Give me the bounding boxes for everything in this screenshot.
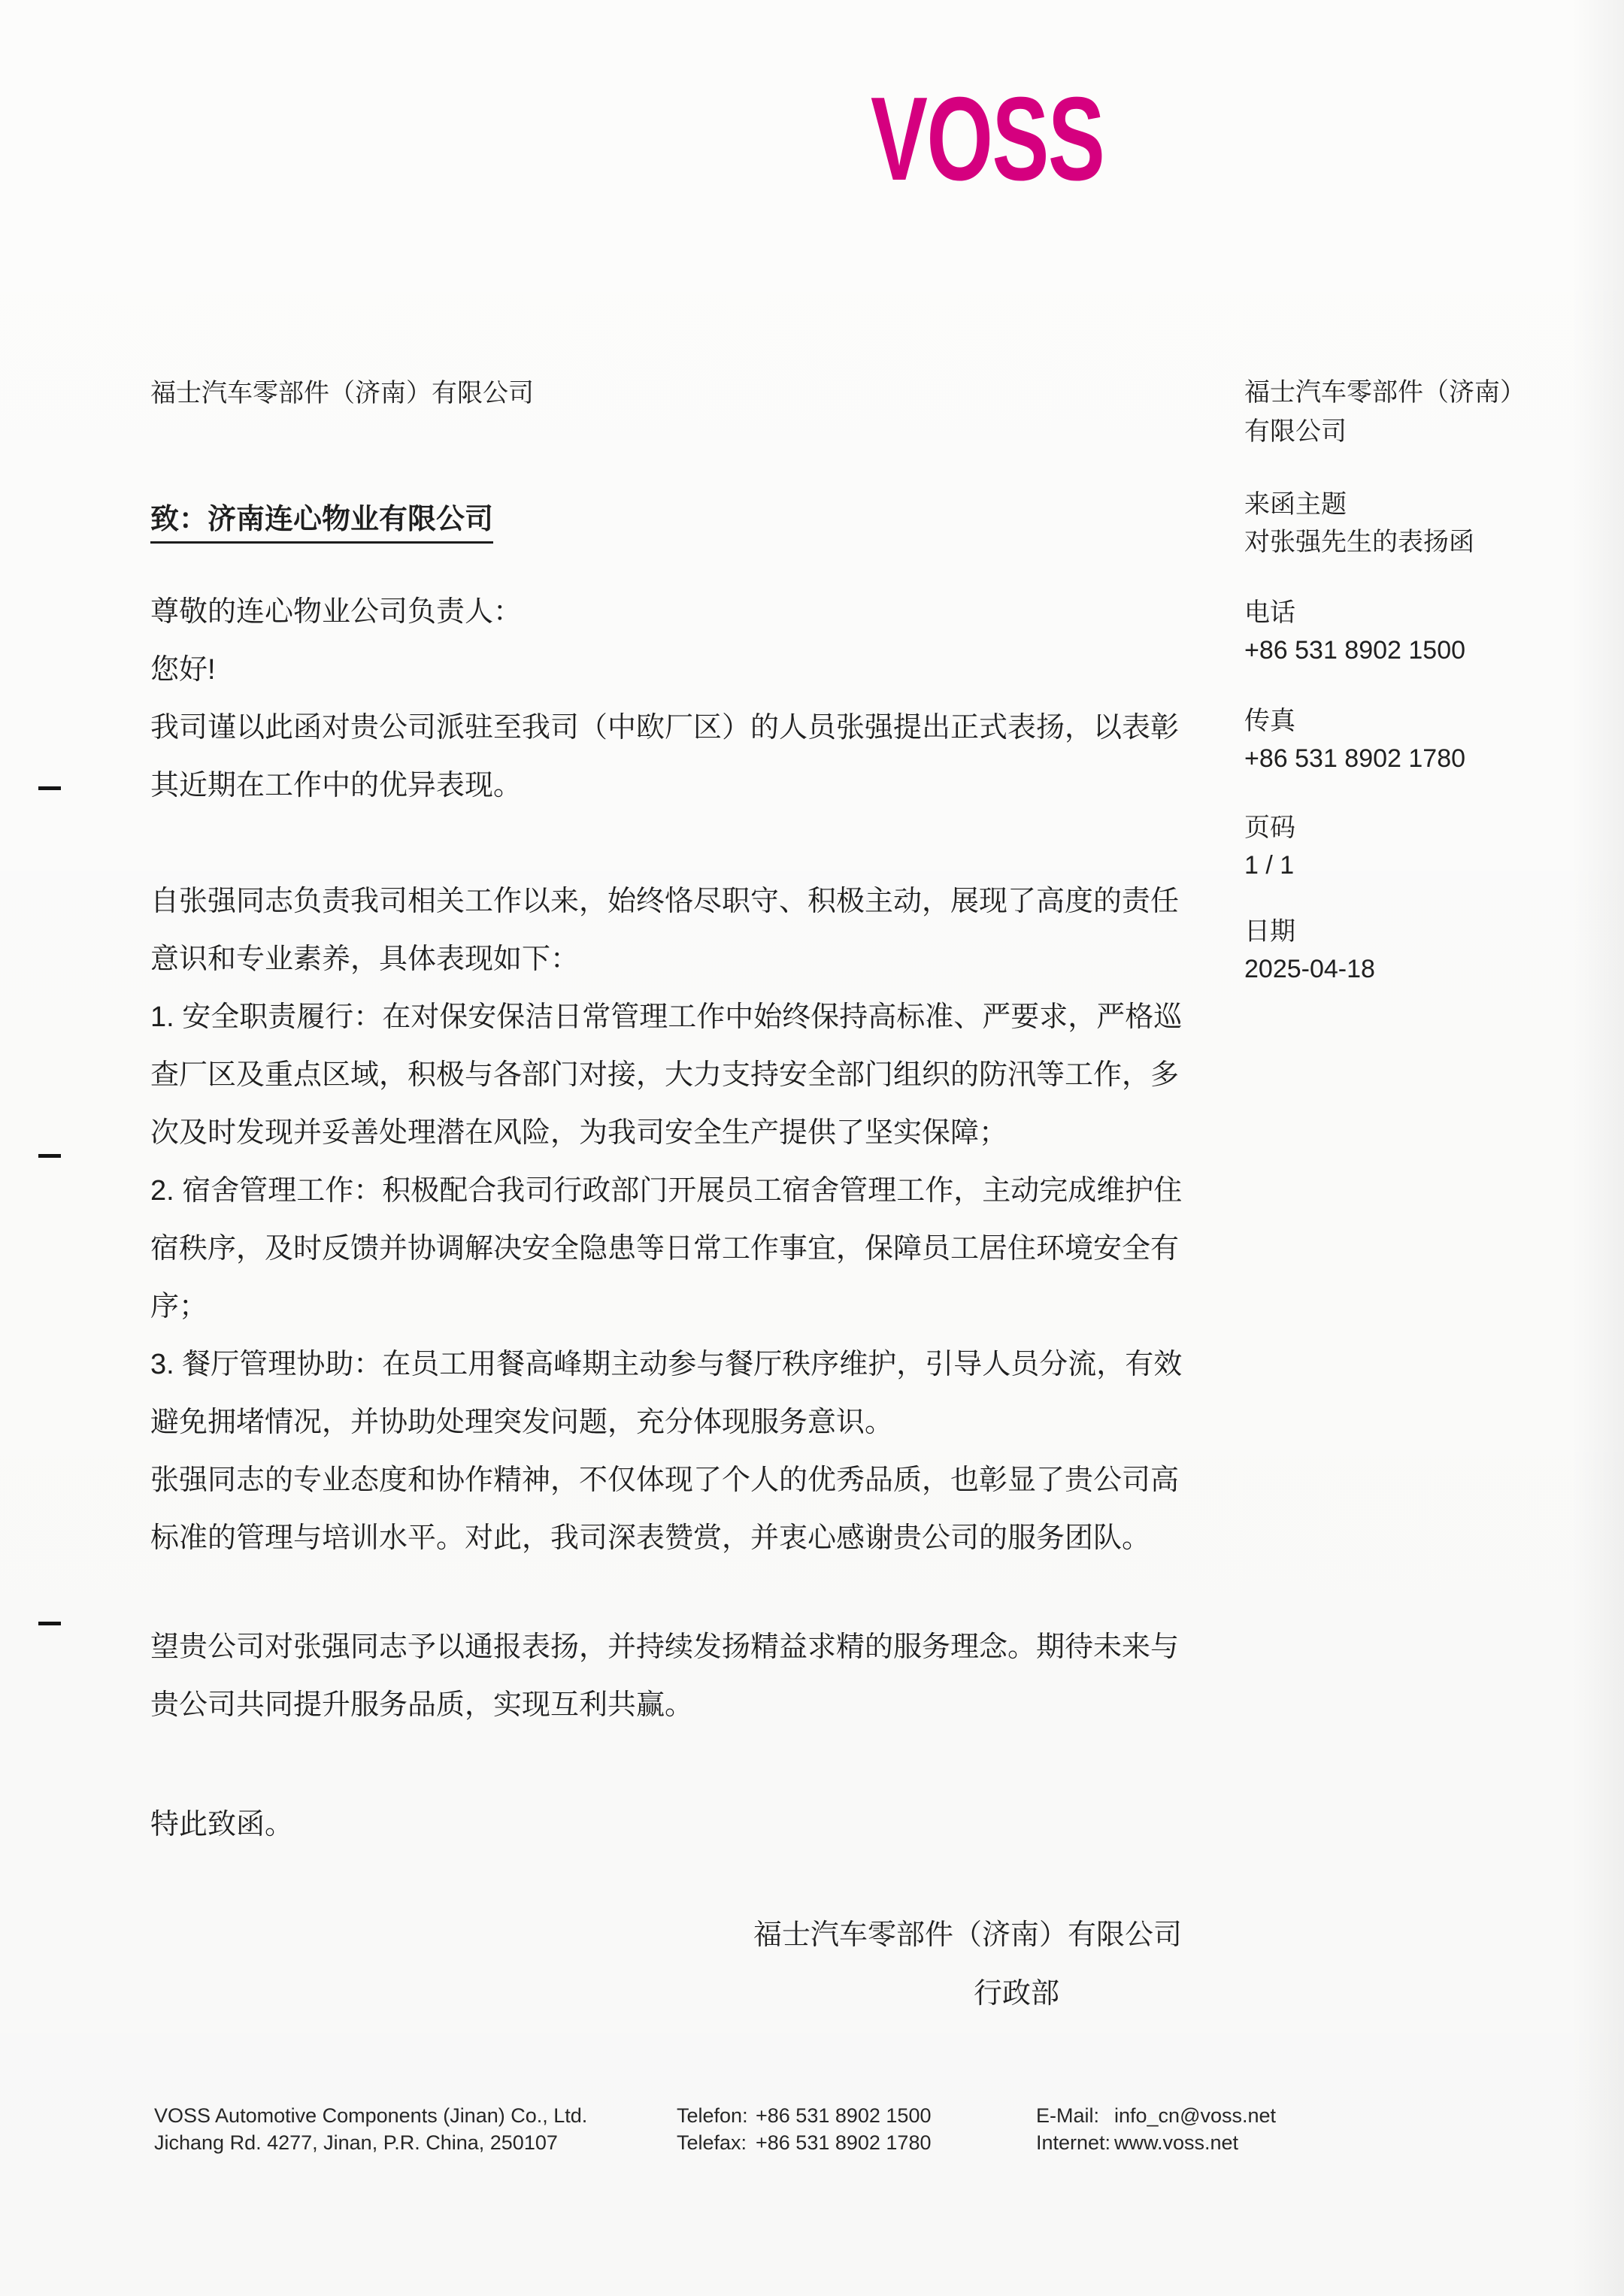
body-line: 避免拥堵情况，并协助处理突发问题，充分体现服务意识。 [150, 1407, 894, 1438]
body-line: 2. 宿舍管理工作：积极配合我司行政部门开展员工宿舍管理工作，主动完成维护住 [150, 1175, 1183, 1207]
info-label-page: 页码 [1244, 813, 1295, 842]
footer-email-row [1036, 2102, 1276, 2129]
body-line: 望贵公司对张强同志予以通报表扬，并持续发扬精益求精的服务理念。期待未来与 [150, 1631, 1180, 1663]
info-value-date: 2025-04-18 [1244, 955, 1375, 983]
footer-internet-label: Internet: [1036, 2131, 1111, 2154]
footer-online-block [1036, 2102, 1276, 2156]
letter-body [150, 491, 1182, 1854]
body-line: 1. 安全职责履行：在对保安保洁日常管理工作中始终保持高标准、严要求，严格巡 [150, 1001, 1183, 1033]
body-line: 其近期在工作中的优异表现。 [150, 770, 523, 801]
info-label-date: 日期 [1244, 917, 1295, 946]
info-label-fax: 传真 [1244, 707, 1295, 735]
footer-telefax-value: +86 531 8902 1780 [756, 2131, 932, 2154]
sender-company-line: 福士汽车零部件（济南）有限公司 [150, 379, 534, 407]
body-line: 张强同志的专业态度和协作精神，不仅体现了个人的优秀品质，也彰显了贵公司高 [150, 1465, 1180, 1496]
body-line: 宿秩序，及时反馈并协调解决安全隐患等日常工作事宜，保障员工居住环境安全有 [150, 1233, 1180, 1265]
body-line: 查厂区及重点区域，积极与各部门对接，大力支持安全部门组织的防汛等工作，多 [150, 1059, 1180, 1091]
info-value-subject: 对张强先生的表扬函 [1244, 528, 1474, 556]
footer-telefon-row [677, 2102, 931, 2129]
footer-telefon-label: Telefon: [677, 2104, 748, 2127]
footer-address-block [154, 2102, 587, 2156]
fold-mark [38, 1154, 61, 1158]
footer-telefax-row [677, 2129, 931, 2156]
info-company-name: 福士汽车零部件（济南）有限公司 [1244, 378, 1526, 446]
closing-line: 特此致函。 [150, 1809, 294, 1840]
body-line: 序； [150, 1291, 208, 1322]
info-group-fax [1244, 702, 1539, 777]
footer-company-name: VOSS Automotive Components (Jinan) Co., Ltd. [154, 2104, 588, 2127]
info-group-date [1244, 913, 1539, 988]
signature-department: 行政部 [974, 1978, 1060, 2010]
info-group-phone [1244, 594, 1539, 669]
info-label-phone: 电话 [1244, 598, 1295, 627]
fold-mark [38, 786, 61, 790]
fold-mark [38, 1622, 61, 1625]
body-line: 标准的管理与培训水平。对此，我司深表赞赏，并衷心感谢贵公司的服务团队。 [150, 1522, 1151, 1554]
body-line: 我司谨以此函对贵公司派驻至我司（中欧厂区）的人员张强提出正式表扬，以表彰 [150, 712, 1180, 744]
footer-address: Jichang Rd. 4277, Jinan, P.R. China, 250107 [154, 2131, 558, 2154]
letter-info-panel [1244, 373, 1539, 988]
info-group-page [1244, 809, 1539, 884]
body-line: 您好! [150, 654, 216, 686]
voss-logo: VOSS [871, 73, 1104, 205]
footer-internet-value: www.voss.net [1114, 2131, 1239, 2154]
body-line: 贵公司共同提升服务品质，实现互利共赢。 [150, 1689, 694, 1721]
footer-internet-row [1036, 2129, 1276, 2156]
info-value-phone: +86 531 8902 1500 [1244, 636, 1466, 665]
body-line: 尊敬的连心物业公司负责人： [150, 596, 523, 628]
info-group-subject [1244, 486, 1539, 561]
body-line: 次及时发现并妥善处理潜在风险，为我司安全生产提供了坚实保障； [150, 1117, 1008, 1149]
footer-email-label: E-Mail: [1036, 2104, 1100, 2127]
body-line: 意识和专业素养，具体表现如下： [150, 944, 580, 975]
footer-phone-block [677, 2102, 931, 2156]
footer-email-value: info_cn@voss.net [1114, 2104, 1277, 2127]
info-label-subject: 来函主题 [1244, 490, 1347, 519]
footer-telefax-label: Telefax: [677, 2131, 747, 2154]
body-line: 3. 餐厅管理协助：在员工用餐高峰期主动参与餐厅秩序维护，引导人员分流，有效 [150, 1349, 1183, 1380]
info-value-fax: +86 531 8902 1780 [1244, 744, 1466, 773]
footer-telefon-value: +86 531 8902 1500 [756, 2104, 932, 2127]
recipient-heading [150, 491, 1182, 549]
recipient-heading-text: 致：济南连心物业有限公司 [150, 501, 493, 544]
body-line: 自张强同志负责我司相关工作以来，始终恪尽职守、积极主动，展现了高度的责任 [150, 886, 1180, 917]
signature-company: 福士汽车零部件（济南）有限公司 [753, 1919, 1183, 1951]
info-value-page: 1 / 1 [1244, 851, 1295, 880]
